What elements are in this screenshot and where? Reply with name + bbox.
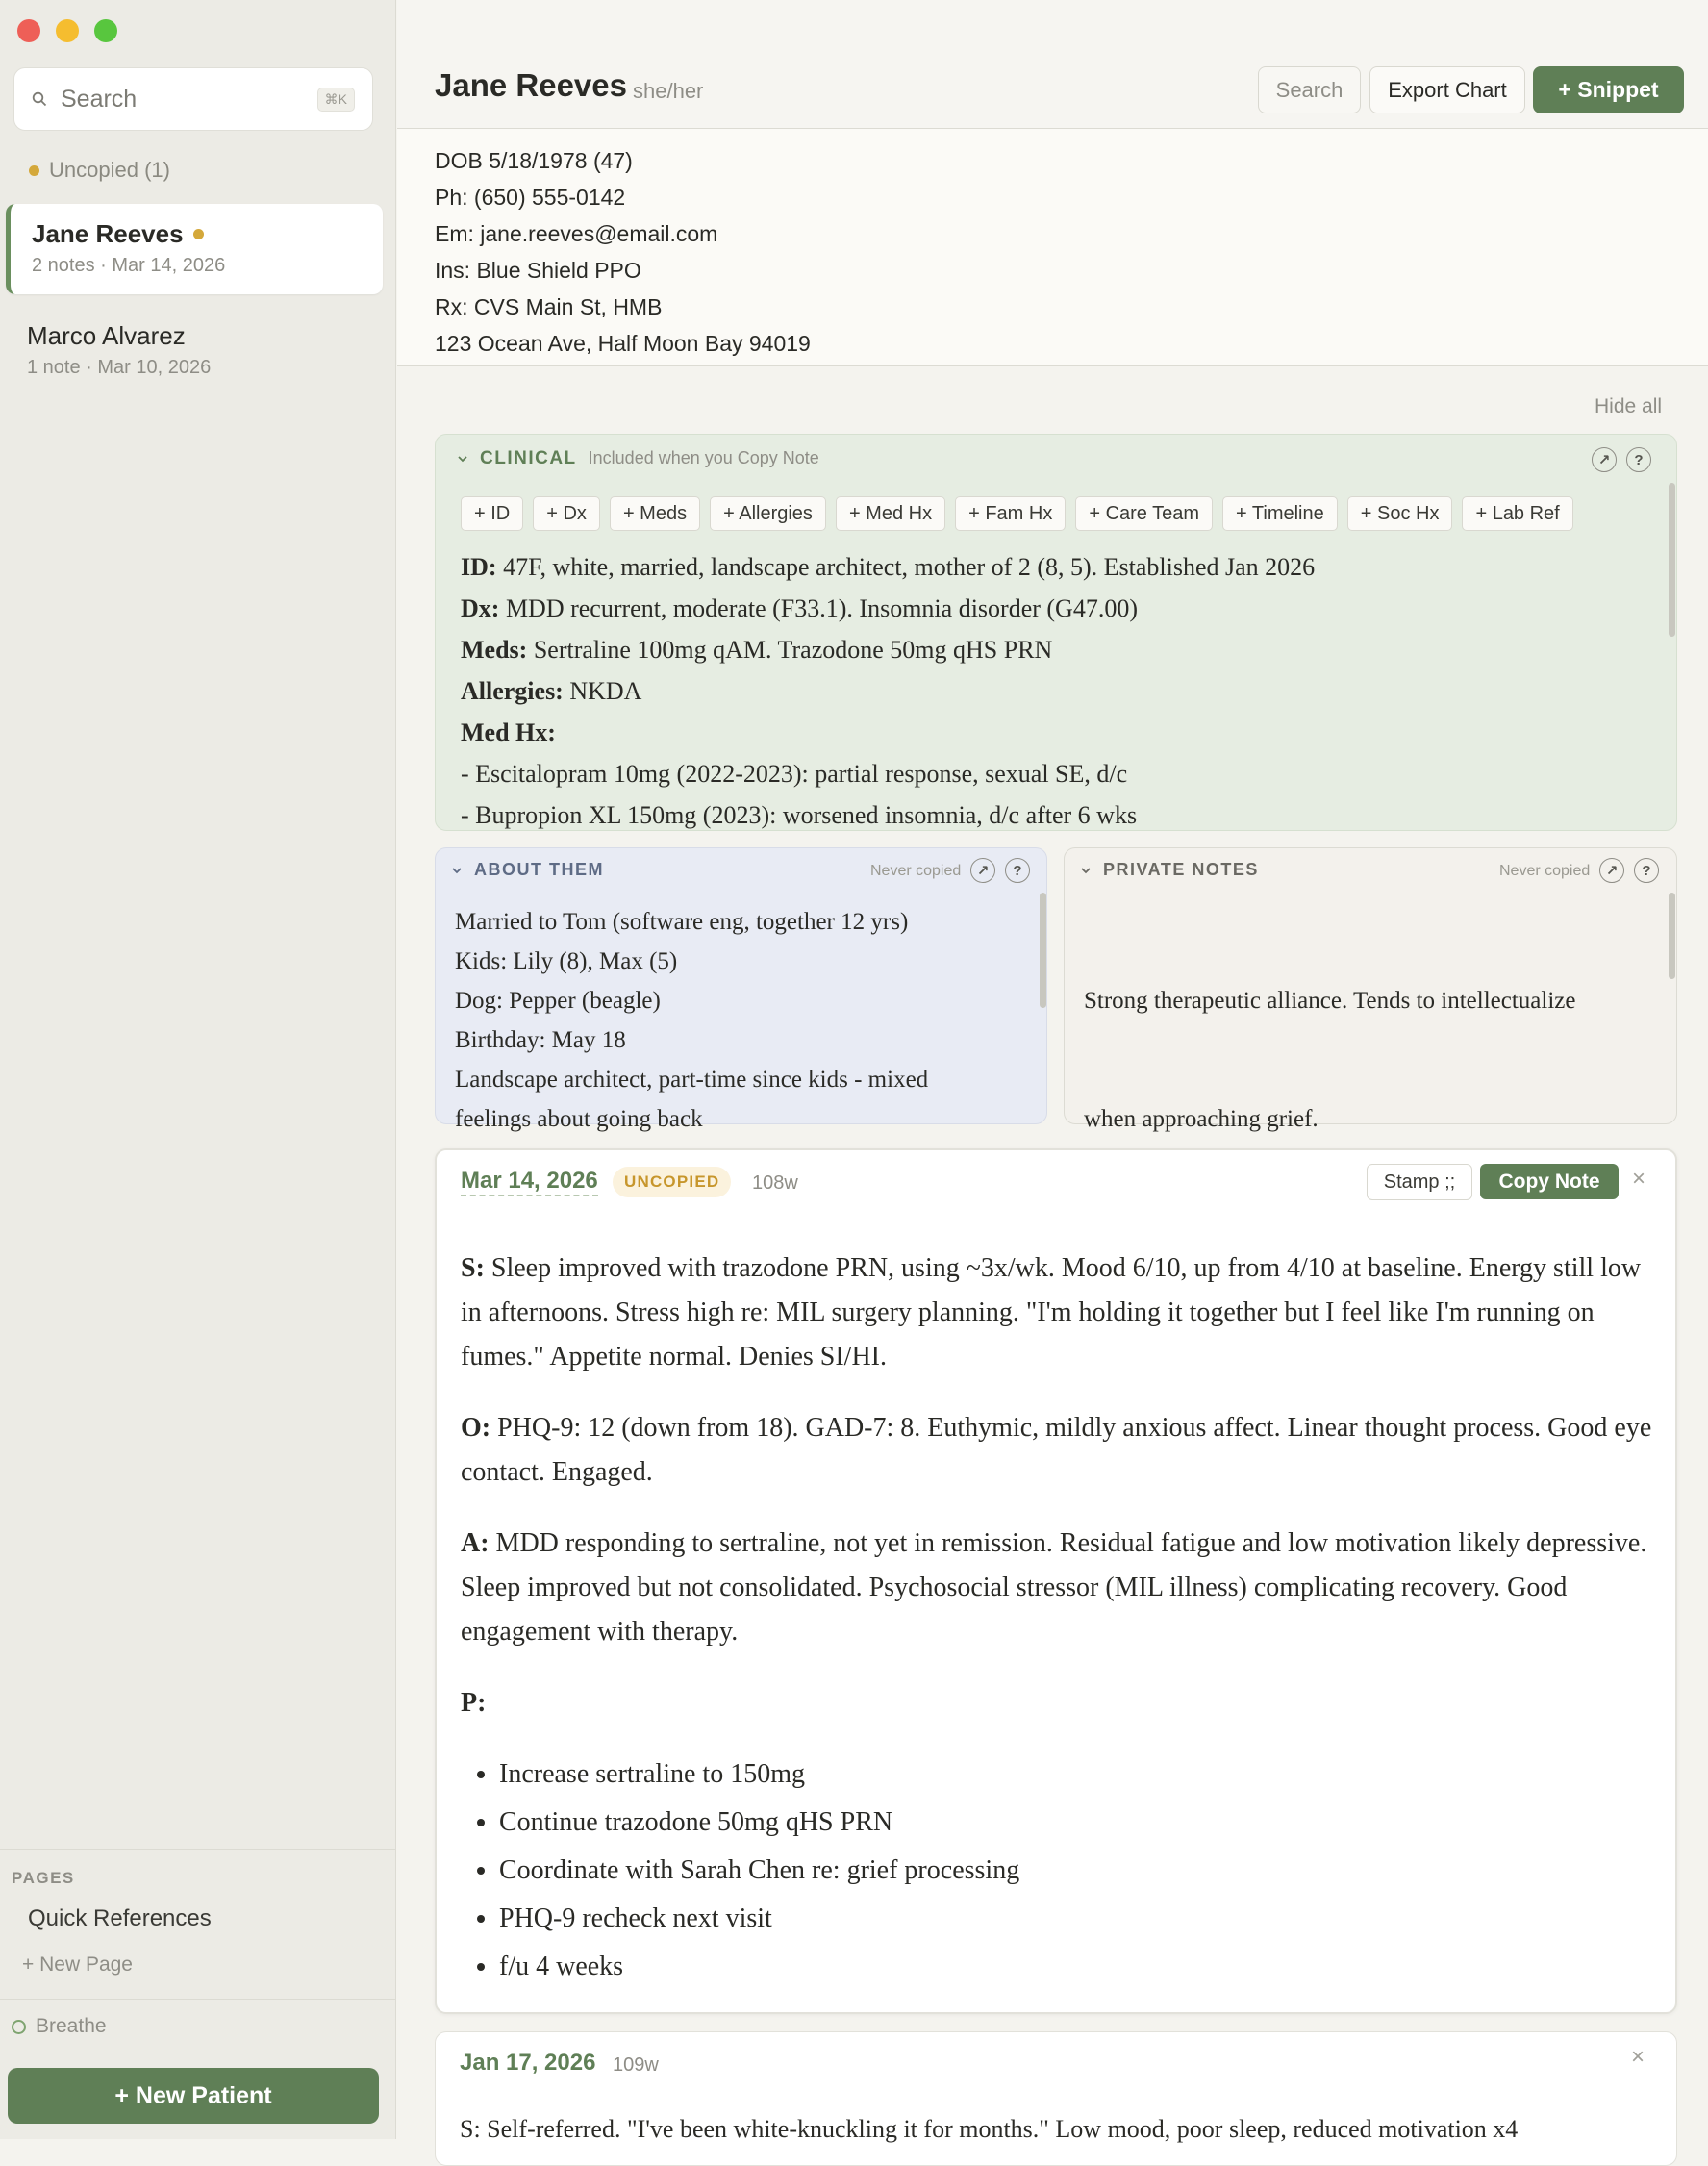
clinical-line: Allergies: NKDA	[461, 677, 642, 705]
list-item: • Increase sertraline to 150mg	[499, 1750, 1653, 1799]
expand-icon[interactable]: ↗	[970, 858, 995, 883]
clinical-line: Med Hx:	[461, 718, 556, 746]
never-copied-label: Never copied	[870, 863, 962, 879]
chip-soc-hx[interactable]: + Soc Hx	[1347, 496, 1453, 531]
close-icon[interactable]: ×	[1631, 2044, 1645, 2070]
chip-med-hx[interactable]: + Med Hx	[836, 496, 945, 531]
export-chart-button[interactable]: Export Chart	[1369, 66, 1525, 113]
private-notes-panel	[1064, 847, 1677, 1132]
chip-care-team[interactable]: + Care Team	[1075, 496, 1213, 531]
breathe-label: Breathe	[36, 2015, 107, 2037]
copy-note-button[interactable]: Copy Note	[1480, 1164, 1619, 1199]
address: 123 Ocean Ave, Half Moon Bay 94019	[435, 331, 811, 356]
note-preview[interactable]: S: Self-referred. "I've been white-knuckling it for months." Low mood, poor sleep, reduced motivation x4	[460, 2115, 1519, 2143]
minimize-window-button[interactable]	[56, 19, 79, 42]
close-window-button[interactable]	[17, 19, 40, 42]
private-text[interactable]: Strong therapeutic alliance. Tends to intellectualize when approaching grief.	[1084, 988, 1576, 1132]
list-item: • Coordinate with Sarah Chen re: grief processing	[499, 1847, 1653, 1895]
chip-timeline[interactable]: + Timeline	[1222, 496, 1338, 531]
chevron-down-icon[interactable]	[1080, 866, 1092, 875]
hide-all-button[interactable]: Hide all	[1595, 395, 1663, 417]
page-item-quick-references[interactable]: Quick References	[28, 1905, 212, 1931]
help-icon[interactable]: ?	[1634, 858, 1659, 883]
word-count: 108w	[752, 1172, 798, 1194]
breathe-button[interactable]	[0, 1999, 396, 2053]
email: Em: jane.reeves@email.com	[435, 221, 718, 246]
plan-list	[499, 1750, 1653, 1991]
patient-name: Jane Reeves	[32, 219, 184, 248]
patient-item-marco-alvarez[interactable]	[6, 306, 383, 383]
shortcut-hint: ⌘K	[317, 88, 355, 112]
private-title: PRIVATE NOTES	[1103, 860, 1259, 879]
pages-title: PAGES	[12, 1869, 75, 1887]
clinical-scrollbar[interactable]	[1669, 483, 1675, 637]
uncopied-filter-label: Uncopied (1)	[49, 158, 170, 182]
uncopied-filter[interactable]	[29, 158, 170, 183]
chevron-down-icon[interactable]	[457, 454, 468, 464]
breathe-icon	[12, 2020, 26, 2034]
list-item: • Continue trazodone 50mg qHS PRN	[499, 1799, 1653, 1847]
demographics[interactable]	[397, 129, 1708, 366]
section-chips	[461, 496, 1573, 531]
insurance: Ins: Blue Shield PPO	[435, 258, 641, 283]
list-item: • PHQ-9 recheck next visit	[499, 1895, 1653, 1943]
clinical-line: - Escitalopram 10mg (2022-2023): partial response, sexual SE, d/c	[461, 760, 1128, 788]
note-card	[435, 2031, 1677, 2166]
dob: DOB 5/18/1978 (47)	[435, 148, 633, 173]
patient-meta: 2 notes · Mar 14, 2026	[32, 255, 226, 276]
search-button[interactable]: Search	[1258, 66, 1361, 113]
new-patient-button[interactable]: + New Patient	[8, 2068, 379, 2124]
uncopied-dot-icon	[29, 165, 39, 176]
note-date[interactable]: Mar 14, 2026	[461, 1168, 598, 1196]
close-icon[interactable]: ×	[1632, 1166, 1646, 1192]
chip-dx[interactable]: + Dx	[533, 496, 600, 531]
about-text[interactable]: Married to Tom (software eng, together 12 yrs) Kids: Lily (8), Max (5) Dog: Pepper (beagle) Birthday: May 18 Landscape architect, part-time since kids - mixed feelings about going back	[455, 909, 929, 1132]
chip-lab-ref[interactable]: + Lab Ref	[1462, 496, 1572, 531]
clinical-line: Dx: MDD recurrent, moderate (F33.1). Insomnia disorder (G47.00)	[461, 594, 1138, 622]
expand-icon[interactable]: ↗	[1599, 858, 1624, 883]
chip-allergies[interactable]: + Allergies	[710, 496, 826, 531]
search-placeholder: Search	[61, 85, 138, 113]
about-them-panel	[435, 847, 1047, 1132]
clinical-subtitle: Included when you Copy Note	[588, 448, 819, 467]
clinical-line: Meds: Sertraline 100mg qAM. Trazodone 50mg qHS PRN	[461, 636, 1053, 664]
patient-name: Marco Alvarez	[27, 321, 186, 350]
sidebar-search[interactable]	[13, 67, 373, 131]
window-controls	[17, 19, 117, 42]
clinical-panel	[435, 434, 1677, 831]
phone: Ph: (650) 555-0142	[435, 185, 626, 210]
private-scrollbar[interactable]	[1669, 893, 1675, 979]
about-scrollbar[interactable]	[1040, 893, 1046, 1008]
chip-meds[interactable]: + Meds	[610, 496, 700, 531]
word-count: 109w	[613, 2054, 659, 2076]
help-icon[interactable]: ?	[1005, 858, 1030, 883]
help-icon[interactable]: ?	[1626, 447, 1651, 472]
uncopied-dot-icon	[193, 229, 204, 239]
clinical-text[interactable]	[461, 546, 1644, 836]
never-copied-label: Never copied	[1499, 863, 1591, 879]
note-card	[435, 1148, 1677, 2014]
sidebar	[0, 0, 396, 2139]
pharmacy: Rx: CVS Main St, HMB	[435, 294, 663, 319]
chip-id[interactable]: + ID	[461, 496, 523, 531]
pages-section	[0, 1849, 396, 1977]
status-badge: UNCOPIED	[613, 1167, 731, 1197]
about-title: ABOUT THEM	[474, 860, 604, 879]
clinical-title: CLINICAL	[480, 448, 577, 468]
patient-item-jane-reeves[interactable]	[6, 204, 383, 294]
pronouns: she/her	[633, 79, 704, 103]
zoom-window-button[interactable]	[94, 19, 117, 42]
page-title: Jane Reeves	[435, 67, 627, 103]
clinical-line: - Bupropion XL 150mg (2023): worsened insomnia, d/c after 6 wks	[461, 801, 1138, 829]
clinical-line: ID: 47F, white, married, landscape architect, mother of 2 (8, 5). Established Jan 2026	[461, 553, 1316, 581]
chip-fam-hx[interactable]: + Fam Hx	[955, 496, 1066, 531]
note-editor[interactable]: S: Sleep improved with trazodone PRN, using ~3x/wk. Mood 6/10, up from 4/10 at baseline. Energy still low in afternoons. Stress high re: MIL surgery planning. "I'm holding it together but I feel like I'm running on fumes." Appetite normal. Denies SI/HI. O: PHQ-9: 12 (down from 18). GAD-7: 8. Euthymic, mildly anxious affect. Linear thought process. Good eye contact. Engaged. A: MDD responding to sertraline, not yet in remission. Residual fatigue and low motivation likely depressive. Sleep improved but not consolidated. Psychosocial stressor (MIL illness) complicating recovery. Good engagement with therapy. P: • Increase sertraline to 150mg • Continue trazodone 50mg qHS PRN • Coordinate with Sarah Chen re: grief processing • PHQ-9 recheck next visit • f/u 4 weeks	[461, 1247, 1653, 1991]
patient-meta: 1 note · Mar 10, 2026	[27, 357, 212, 378]
expand-icon[interactable]: ↗	[1592, 447, 1617, 472]
add-snippet-button[interactable]: + Snippet	[1533, 66, 1684, 113]
new-page-button[interactable]: + New Page	[22, 1953, 133, 1976]
stamp-button[interactable]: Stamp ;;	[1367, 1164, 1472, 1200]
search-icon	[32, 91, 47, 107]
patient-header	[397, 0, 1708, 129]
chevron-down-icon[interactable]	[451, 866, 463, 875]
list-item: • f/u 4 weeks	[499, 1943, 1653, 1991]
note-date[interactable]: Jan 17, 2026	[460, 2050, 596, 2076]
